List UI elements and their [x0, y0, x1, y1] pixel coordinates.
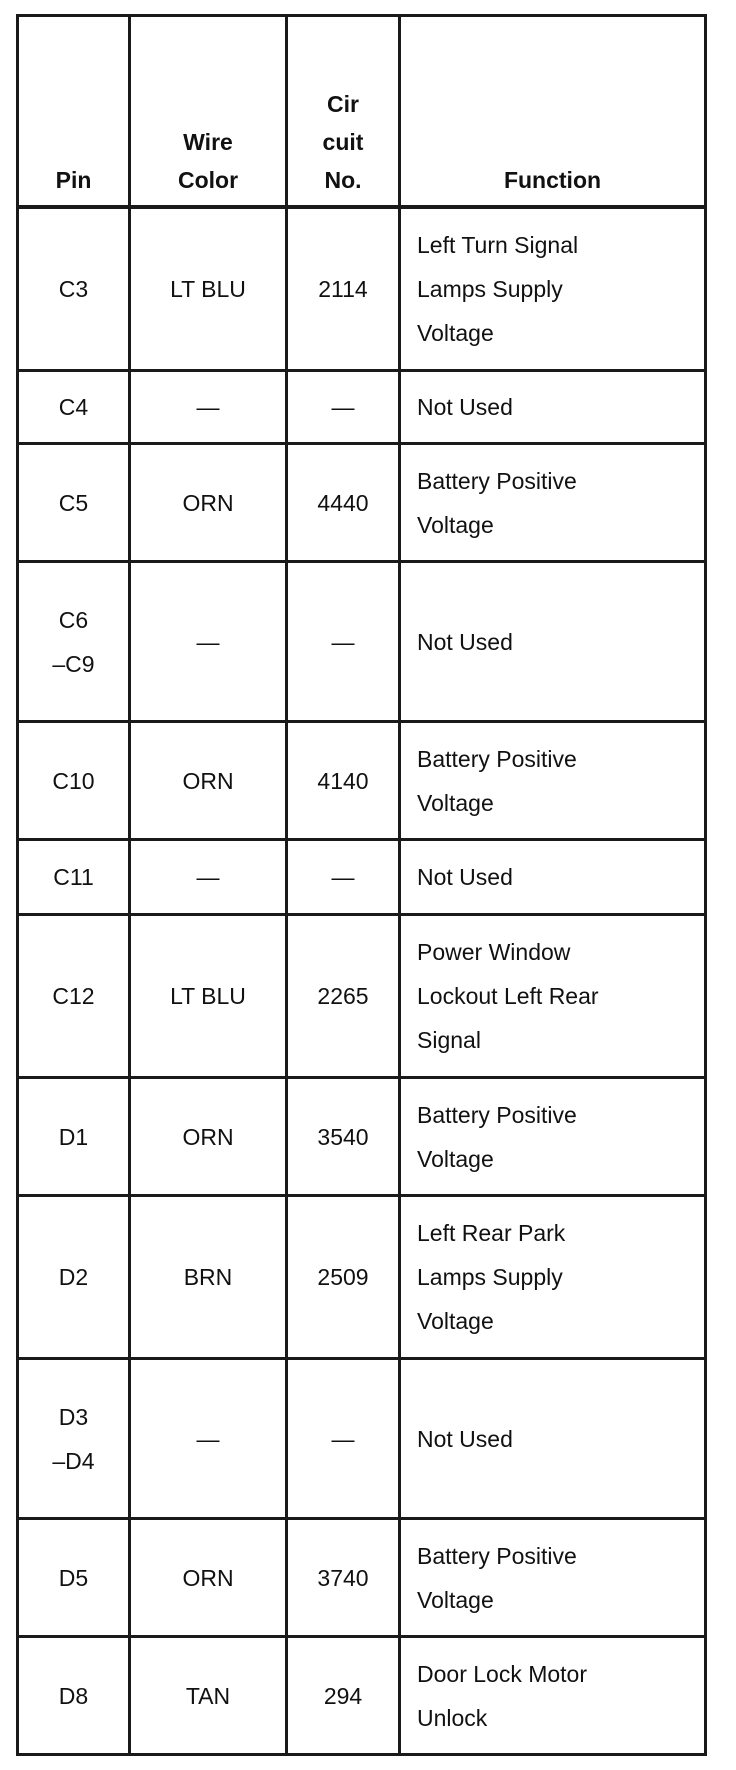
pin-cell: C12	[18, 915, 130, 1078]
pin-cell: C3	[18, 207, 130, 371]
function-cell: Battery Positive Voltage	[400, 1519, 706, 1637]
circuit-cell: 4140	[287, 722, 400, 840]
wire-color-cell: TAN	[130, 1637, 287, 1755]
circuit-cell: 2265	[287, 915, 400, 1078]
table-row	[18, 722, 706, 840]
wire-color-cell: —	[130, 840, 287, 915]
function-cell: Not Used	[400, 371, 706, 444]
function-cell: Left Rear Park Lamps Supply Voltage	[400, 1196, 706, 1359]
wire-color-cell: —	[130, 562, 287, 722]
circuit-cell: —	[287, 562, 400, 722]
header-pin: Pin	[18, 16, 130, 208]
pin-cell: D3 –D4	[18, 1359, 130, 1519]
circuit-cell: —	[287, 840, 400, 915]
header-row	[18, 16, 706, 208]
wire-color-cell: BRN	[130, 1196, 287, 1359]
pin-cell: D8	[18, 1637, 130, 1755]
circuit-cell: 294	[287, 1637, 400, 1755]
wire-color-cell: LT BLU	[130, 207, 287, 371]
wire-color-cell: —	[130, 371, 287, 444]
pin-cell: C10	[18, 722, 130, 840]
function-cell: Not Used	[400, 840, 706, 915]
circuit-cell: —	[287, 1359, 400, 1519]
function-cell: Door Lock Motor Unlock	[400, 1637, 706, 1755]
circuit-cell: 4440	[287, 444, 400, 562]
pin-cell: C5	[18, 444, 130, 562]
table-row	[18, 1637, 706, 1755]
circuit-cell: 3740	[287, 1519, 400, 1637]
wire-color-cell: —	[130, 1359, 287, 1519]
pin-cell: C4	[18, 371, 130, 444]
wire-color-cell: ORN	[130, 722, 287, 840]
pin-cell: D5	[18, 1519, 130, 1637]
function-cell: Battery Positive Voltage	[400, 444, 706, 562]
table-row	[18, 444, 706, 562]
function-cell: Left Turn Signal Lamps Supply Voltage	[400, 207, 706, 371]
function-cell: Battery Positive Voltage	[400, 722, 706, 840]
table-row	[18, 562, 706, 722]
circuit-cell: —	[287, 371, 400, 444]
wire-color-cell: ORN	[130, 444, 287, 562]
function-cell: Not Used	[400, 562, 706, 722]
pinout-table	[16, 14, 707, 1756]
table-row	[18, 207, 706, 371]
pin-cell: C11	[18, 840, 130, 915]
table-row	[18, 840, 706, 915]
table-row	[18, 1519, 706, 1637]
wire-color-cell: ORN	[130, 1519, 287, 1637]
pin-cell: D1	[18, 1078, 130, 1196]
header-wire-color: Wire Color	[130, 16, 287, 208]
function-cell: Not Used	[400, 1359, 706, 1519]
circuit-cell: 2509	[287, 1196, 400, 1359]
table-row	[18, 371, 706, 444]
wire-color-cell: LT BLU	[130, 915, 287, 1078]
wire-color-cell: ORN	[130, 1078, 287, 1196]
table-row	[18, 1196, 706, 1359]
function-cell: Power Window Lockout Left Rear Signal	[400, 915, 706, 1078]
table-row	[18, 1359, 706, 1519]
table-row	[18, 915, 706, 1078]
circuit-cell: 2114	[287, 207, 400, 371]
pin-cell: C6 –C9	[18, 562, 130, 722]
circuit-cell: 3540	[287, 1078, 400, 1196]
header-circuit-no: Cir cuit No.	[287, 16, 400, 208]
function-cell: Battery Positive Voltage	[400, 1078, 706, 1196]
table-row	[18, 1078, 706, 1196]
pin-cell: D2	[18, 1196, 130, 1359]
header-function: Function	[400, 16, 706, 208]
